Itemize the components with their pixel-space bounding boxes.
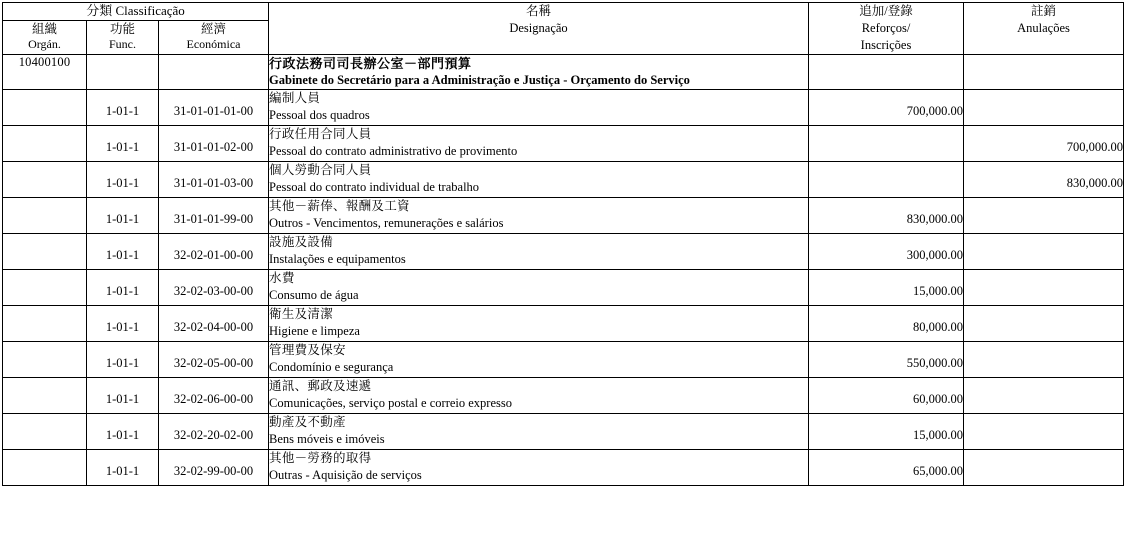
header-row-group [3, 3, 1124, 21]
row-designation [269, 234, 809, 270]
row-cancellations [964, 126, 1124, 162]
row-func-value: 1-01-1 [105, 284, 140, 299]
row-designation-cn: 設施及設備 [269, 235, 334, 250]
row-designation [269, 378, 809, 414]
row-org [3, 342, 87, 378]
row-designation-cn: 其他－薪俸、報酬及工資 [269, 199, 410, 214]
row-cancellations [964, 234, 1124, 270]
row-econ [159, 270, 269, 306]
row-designation-pt: Consumo de água [269, 287, 359, 302]
table-row [3, 198, 1124, 234]
row-designation [269, 306, 809, 342]
header-classification-cn: 分類 [86, 3, 113, 18]
row-additions [809, 162, 964, 198]
row-additions-value: 830,000.00 [906, 212, 964, 227]
header-cancellations-pt: Anulações [1017, 20, 1070, 35]
row-additions [809, 414, 964, 450]
row-econ [159, 378, 269, 414]
row-econ-value: 32-02-04-00-00 [173, 320, 254, 335]
row-designation [269, 162, 809, 198]
row-cancellations-value [964, 342, 1123, 356]
row-designation-pt: Condomínio e segurança [269, 359, 394, 374]
row-org [3, 450, 87, 486]
budget-table [2, 2, 1124, 486]
row-econ [159, 342, 269, 378]
row-designation-cn: 其他－勞務的取得 [269, 451, 372, 466]
row-econ-value: 31-01-01-99-00 [173, 212, 254, 227]
row-econ [159, 90, 269, 126]
header-col-economica [159, 20, 269, 54]
header-additions-cn: 追加/登錄 [859, 4, 913, 18]
row-func [87, 198, 159, 234]
table-row [3, 450, 1124, 486]
header-designation [269, 3, 809, 55]
row-func [87, 306, 159, 342]
header-designation-cn: 名稱 [526, 4, 552, 18]
row-cancellations [964, 270, 1124, 306]
row-cancellations [964, 306, 1124, 342]
table-row [3, 306, 1124, 342]
row-func [87, 270, 159, 306]
row-additions [809, 270, 964, 306]
row-org [3, 306, 87, 342]
table-row [3, 126, 1124, 162]
table-row [3, 378, 1124, 414]
row-designation-cn: 個人勞動合同人員 [269, 163, 372, 178]
table-row [3, 270, 1124, 306]
row-cancellations-value [964, 378, 1123, 392]
row-func [87, 450, 159, 486]
section-title-row [3, 54, 1124, 89]
budget-document [0, 2, 1125, 534]
row-func [87, 378, 159, 414]
row-additions-value: 60,000.00 [913, 392, 964, 407]
row-additions [809, 90, 964, 126]
section-cancellations-empty [964, 54, 1124, 89]
row-designation [269, 414, 809, 450]
row-designation-cn: 管理費及保安 [269, 343, 346, 358]
row-func [87, 414, 159, 450]
header-additions-pt1: Reforços/ [861, 20, 911, 35]
row-econ [159, 450, 269, 486]
header-designation-pt: Designação [509, 20, 568, 35]
row-designation-cn: 衛生及清潔 [269, 307, 334, 322]
row-designation-pt: Comunicações, serviço postal e correio expresso [269, 395, 512, 410]
row-org [3, 90, 87, 126]
row-func-value: 1-01-1 [105, 320, 140, 335]
row-org [3, 234, 87, 270]
row-designation-pt: Instalações e equipamentos [269, 251, 406, 266]
section-additions-empty [809, 54, 964, 89]
row-additions-value: 15,000.00 [913, 428, 964, 443]
section-title-cn: 行政法務司司長辦公室－部門預算 [269, 55, 472, 71]
row-designation [269, 198, 809, 234]
header-additions-pt2: Inscrições [860, 37, 912, 52]
row-designation-cn: 行政任用合同人員 [269, 127, 372, 142]
table-row [3, 342, 1124, 378]
row-additions [809, 126, 964, 162]
row-org [3, 378, 87, 414]
row-designation-cn: 動產及不動產 [269, 415, 346, 430]
section-econ-empty [159, 54, 269, 89]
row-econ [159, 414, 269, 450]
section-title [269, 54, 809, 89]
row-cancellations [964, 90, 1124, 126]
row-cancellations-value [964, 270, 1123, 284]
row-org [3, 270, 87, 306]
row-additions-value: 300,000.00 [906, 248, 964, 263]
section-org-code: 10400100 [3, 54, 87, 89]
header-func-pt: Func. [109, 37, 136, 52]
header-col-func [87, 20, 159, 54]
row-cancellations-value [964, 90, 1123, 104]
row-econ [159, 306, 269, 342]
row-func-value: 1-01-1 [105, 248, 140, 263]
header-additions [809, 3, 964, 55]
row-additions [809, 342, 964, 378]
header-classification-group [3, 3, 269, 21]
row-func-value: 1-01-1 [105, 140, 140, 155]
row-designation-pt: Outras - Aquisição de serviços [269, 467, 422, 482]
section-func-empty [87, 54, 159, 89]
header-col-organ [3, 20, 87, 54]
row-designation-cn: 編制人員 [269, 91, 321, 106]
header-organ-pt: Orgán. [28, 37, 61, 52]
row-org [3, 126, 87, 162]
row-designation [269, 342, 809, 378]
table-row [3, 162, 1124, 198]
row-org [3, 198, 87, 234]
row-additions-value [809, 126, 963, 140]
row-func-value: 1-01-1 [105, 356, 140, 371]
row-additions-value: 700,000.00 [906, 104, 964, 119]
row-func-value: 1-01-1 [105, 104, 140, 119]
row-econ-value: 32-02-20-02-00 [173, 428, 254, 443]
row-cancellations-value: 830,000.00 [1066, 176, 1124, 191]
row-designation-cn: 通訊、郵政及速遞 [269, 379, 372, 394]
row-cancellations-value [964, 450, 1123, 464]
row-econ-value: 31-01-01-02-00 [173, 140, 254, 155]
row-designation-pt: Pessoal do contrato individual de trabalho [269, 179, 480, 194]
row-cancellations-value [964, 306, 1123, 320]
row-designation-pt: Pessoal do contrato administrativo de provimento [269, 143, 518, 158]
row-func-value: 1-01-1 [105, 176, 140, 191]
header-economica-cn: 經濟 [201, 21, 227, 36]
row-designation-cn: 水費 [269, 271, 295, 286]
row-cancellations-value [964, 234, 1123, 248]
row-econ [159, 162, 269, 198]
row-cancellations [964, 378, 1124, 414]
table-row [3, 234, 1124, 270]
row-additions [809, 378, 964, 414]
row-econ-value: 32-02-99-00-00 [173, 464, 254, 479]
row-org [3, 162, 87, 198]
row-cancellations [964, 162, 1124, 198]
row-cancellations [964, 450, 1124, 486]
row-additions-value: 15,000.00 [913, 284, 964, 299]
row-additions [809, 234, 964, 270]
header-cancellations [964, 3, 1124, 55]
row-designation [269, 270, 809, 306]
row-designation-pt: Outros - Vencimentos, remunerações e salários [269, 215, 504, 230]
row-econ-value: 32-02-01-00-00 [173, 248, 254, 263]
row-econ-value: 32-02-03-00-00 [173, 284, 254, 299]
row-econ-value: 32-02-05-00-00 [173, 356, 254, 371]
row-econ [159, 126, 269, 162]
header-classification-pt: Classificação [115, 3, 185, 18]
row-econ-value: 32-02-06-00-00 [173, 392, 254, 407]
row-cancellations [964, 414, 1124, 450]
table-row [3, 90, 1124, 126]
row-econ-value: 31-01-01-03-00 [173, 176, 254, 191]
row-additions-value: 65,000.00 [913, 464, 964, 479]
header-func-cn: 功能 [109, 21, 135, 36]
header-economica-pt: Económica [186, 37, 241, 52]
row-designation [269, 450, 809, 486]
row-func-value: 1-01-1 [105, 428, 140, 443]
row-cancellations [964, 198, 1124, 234]
table-header [3, 3, 1124, 55]
section-title-pt: Gabinete do Secretário para a Administração e Justiça - Orçamento do Serviço [269, 73, 690, 88]
row-func [87, 162, 159, 198]
row-designation-pt: Bens móveis e imóveis [269, 431, 385, 446]
header-organ-cn: 組織 [31, 21, 57, 36]
table-body [3, 54, 1124, 485]
table-row [3, 414, 1124, 450]
row-func [87, 90, 159, 126]
row-designation-pt: Higiene e limpeza [269, 323, 360, 338]
row-designation-pt: Pessoal dos quadros [269, 107, 370, 122]
row-org [3, 414, 87, 450]
row-additions-value: 80,000.00 [913, 320, 964, 335]
row-econ [159, 198, 269, 234]
row-additions [809, 306, 964, 342]
row-additions [809, 198, 964, 234]
row-designation [269, 126, 809, 162]
row-cancellations-value [964, 414, 1123, 428]
header-cancellations-cn: 註銷 [1031, 4, 1057, 18]
row-econ-value: 31-01-01-01-00 [173, 104, 254, 119]
row-designation [269, 90, 809, 126]
row-cancellations-value [964, 198, 1123, 212]
row-func [87, 126, 159, 162]
row-func-value: 1-01-1 [105, 212, 140, 227]
row-cancellations [964, 342, 1124, 378]
row-func [87, 234, 159, 270]
row-func-value: 1-01-1 [105, 464, 140, 479]
row-func [87, 342, 159, 378]
row-econ [159, 234, 269, 270]
row-additions [809, 450, 964, 486]
row-cancellations-value: 700,000.00 [1066, 140, 1124, 155]
row-additions-value [809, 162, 963, 176]
row-additions-value: 550,000.00 [906, 356, 964, 371]
row-func-value: 1-01-1 [105, 392, 140, 407]
